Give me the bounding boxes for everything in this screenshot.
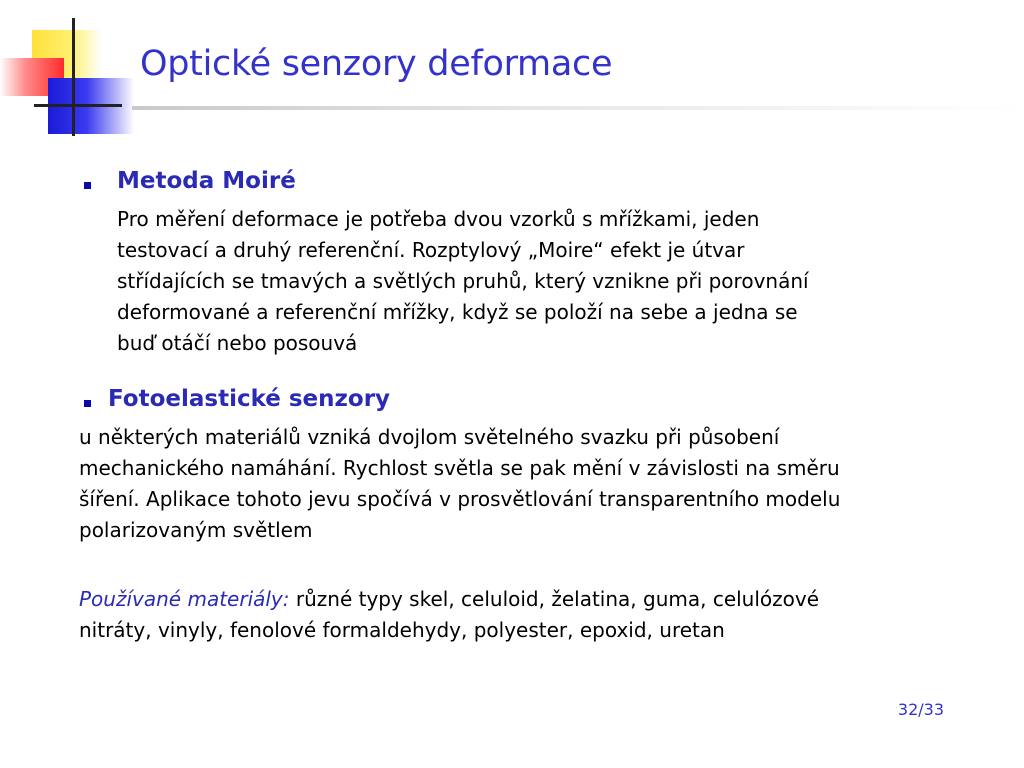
page-number: 32/33 [897, 700, 944, 719]
moire-line: deformované a referenční mřížky, když se položí na sebe a jedna se [117, 300, 798, 324]
moire-line: testovací a druhý referenční. Rozptylový „Moire“ efekt je útvar [117, 238, 745, 262]
moire-paragraph [117, 204, 809, 359]
decorative-vertical-line [72, 18, 75, 136]
materials-line-1-text: různé typy skel, celuloid, želatina, guma, celulózové [289, 587, 820, 611]
photoelastic-line: šíření. Aplikace tohoto jevu spočívá v prosvětlování transparentního modelu [79, 487, 841, 511]
moire-line: buď otáčí nebo posouvá [117, 331, 358, 355]
photoelastic-line: u některých materiálů vzniká dvojlom světelného svazku při působení [79, 425, 780, 449]
title-underline [132, 106, 1024, 110]
slide-title: Optické senzory deformace [140, 44, 613, 84]
moire-heading: Metoda Moiré [117, 168, 296, 194]
bullet-icon [84, 400, 91, 407]
materials-label: Používané materiály: [79, 587, 290, 611]
materials-paragraph [79, 584, 819, 646]
materials-line-2: nitráty, vinyly, fenolové formaldehydy, polyester, epoxid, uretan [79, 618, 725, 642]
photoelastic-paragraph [79, 422, 840, 546]
materials-line-1 [79, 584, 819, 615]
photoelastic-line: mechanického namáhání. Rychlost světla se pak mění v závislosti na směru [79, 456, 840, 480]
moire-line: střídajících se tmavých a světlých pruhů, který vznikne při porovnání [117, 269, 809, 293]
bullet-icon [84, 182, 91, 189]
moire-line: Pro měření deformace je potřeba dvou vzorků s mřížkami, jeden [117, 207, 760, 231]
photoelastic-line: polarizovaným světlem [79, 518, 313, 542]
photoelastic-heading: Fotoelastické senzory [108, 386, 391, 412]
decorative-horizontal-line [34, 104, 122, 107]
